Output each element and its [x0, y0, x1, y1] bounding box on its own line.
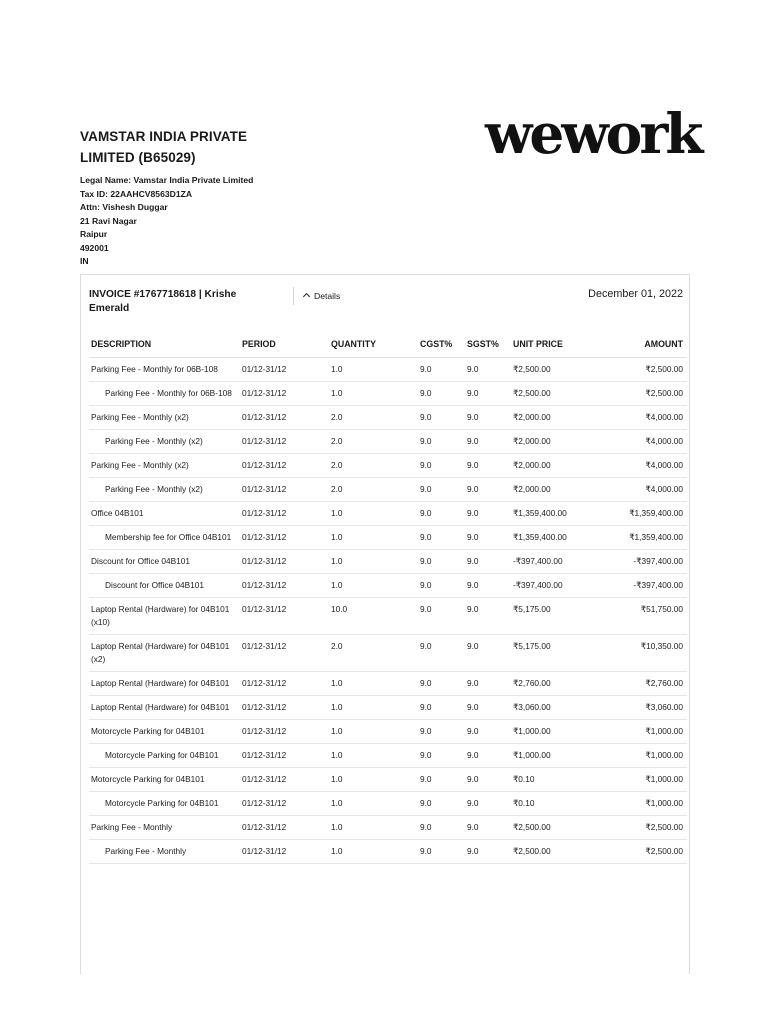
unit-price-cell: ₹1,000.00	[511, 744, 603, 768]
company-name	[80, 126, 380, 168]
description-cell: Motorcycle Parking for 04B101	[89, 720, 240, 744]
unit-price-cell: ₹3,060.00	[511, 696, 603, 720]
cgst-cell: 9.0	[418, 840, 465, 864]
company-name-line-2: LIMITED (B65029)	[80, 150, 196, 165]
amount-cell: ₹2,500.00	[603, 840, 687, 864]
cgst-cell: 9.0	[418, 768, 465, 792]
description-cell: Parking Fee - Monthly	[89, 816, 240, 840]
amount-cell: ₹4,000.00	[603, 454, 687, 478]
description-cell: Parking Fee - Monthly (x2)	[89, 430, 240, 454]
sgst-cell: 9.0	[465, 768, 511, 792]
sgst-cell: 9.0	[465, 502, 511, 526]
legal-name: Legal Name: Vamstar India Private Limited	[80, 175, 254, 185]
line-items-table	[89, 331, 687, 864]
table-row	[89, 768, 687, 792]
unit-price-cell: ₹1,359,400.00	[511, 526, 603, 550]
table-subrow	[89, 574, 687, 598]
column-header-description: DESCRIPTION	[89, 331, 240, 358]
table-subrow	[89, 430, 687, 454]
period-cell: 01/12-31/12	[240, 696, 329, 720]
table-header-row	[89, 331, 687, 358]
cgst-cell: 9.0	[418, 696, 465, 720]
table-row	[89, 550, 687, 574]
period-cell: 01/12-31/12	[240, 816, 329, 840]
amount-cell: ₹4,000.00	[603, 478, 687, 502]
unit-price-cell: ₹2,000.00	[511, 478, 603, 502]
column-header-unit-price: UNIT PRICE	[511, 331, 603, 358]
quantity-cell: 2.0	[329, 430, 418, 454]
sgst-cell: 9.0	[465, 550, 511, 574]
table-subrow	[89, 478, 687, 502]
table-row	[89, 358, 687, 382]
cgst-cell: 9.0	[418, 502, 465, 526]
quantity-cell: 1.0	[329, 382, 418, 406]
sgst-cell: 9.0	[465, 672, 511, 696]
amount-cell: ₹1,359,400.00	[603, 502, 687, 526]
description-cell: Parking Fee - Monthly (x2)	[89, 454, 240, 478]
amount-cell: ₹2,500.00	[603, 382, 687, 406]
sgst-cell: 9.0	[465, 744, 511, 768]
unit-price-cell: ₹2,760.00	[511, 672, 603, 696]
period-cell: 01/12-31/12	[240, 720, 329, 744]
quantity-cell: 1.0	[329, 502, 418, 526]
amount-cell: -₹397,400.00	[603, 550, 687, 574]
quantity-cell: 1.0	[329, 550, 418, 574]
cgst-cell: 9.0	[418, 744, 465, 768]
period-cell: 01/12-31/12	[240, 478, 329, 502]
table-row	[89, 672, 687, 696]
cgst-cell: 9.0	[418, 526, 465, 550]
description-cell: Membership fee for Office 04B101	[89, 526, 240, 550]
period-cell: 01/12-31/12	[240, 744, 329, 768]
unit-price-cell: ₹2,500.00	[511, 358, 603, 382]
period-cell: 01/12-31/12	[240, 550, 329, 574]
column-header-amount: AMOUNT	[603, 331, 687, 358]
table-row	[89, 406, 687, 430]
sgst-cell: 9.0	[465, 478, 511, 502]
description-cell: Laptop Rental (Hardware) for 04B101	[89, 672, 240, 696]
unit-price-cell: ₹2,500.00	[511, 816, 603, 840]
description-cell: Laptop Rental (Hardware) for 04B101 (x10)	[89, 598, 240, 635]
unit-price-cell: ₹5,175.00	[511, 598, 603, 635]
unit-price-cell: ₹5,175.00	[511, 635, 603, 672]
cgst-cell: 9.0	[418, 720, 465, 744]
quantity-cell: 1.0	[329, 744, 418, 768]
period-cell: 01/12-31/12	[240, 430, 329, 454]
period-cell: 01/12-31/12	[240, 598, 329, 635]
chevron-up-icon	[303, 293, 310, 300]
table-row	[89, 598, 687, 635]
table-subrow	[89, 382, 687, 406]
cgst-cell: 9.0	[418, 672, 465, 696]
sgst-cell: 9.0	[465, 840, 511, 864]
amount-cell: ₹1,000.00	[603, 744, 687, 768]
amount-cell: ₹4,000.00	[603, 406, 687, 430]
quantity-cell: 2.0	[329, 406, 418, 430]
amount-cell: ₹1,000.00	[603, 792, 687, 816]
table-row	[89, 454, 687, 478]
sgst-cell: 9.0	[465, 358, 511, 382]
sgst-cell: 9.0	[465, 696, 511, 720]
cgst-cell: 9.0	[418, 430, 465, 454]
description-cell: Parking Fee - Monthly (x2)	[89, 478, 240, 502]
unit-price-cell: ₹1,000.00	[511, 720, 603, 744]
table-row	[89, 720, 687, 744]
table-subrow	[89, 526, 687, 550]
period-cell: 01/12-31/12	[240, 454, 329, 478]
period-cell: 01/12-31/12	[240, 526, 329, 550]
quantity-cell: 2.0	[329, 635, 418, 672]
unit-price-cell: ₹2,000.00	[511, 430, 603, 454]
amount-cell: -₹397,400.00	[603, 574, 687, 598]
invoice-title: INVOICE #1767718618 | Krishe Emerald	[89, 289, 237, 314]
description-cell: Parking Fee - Monthly (x2)	[89, 406, 240, 430]
billing-address-block	[80, 126, 380, 269]
unit-price-cell: ₹0.10	[511, 792, 603, 816]
amount-cell: ₹1,000.00	[603, 768, 687, 792]
column-header-quantity: QUANTITY	[329, 331, 418, 358]
amount-cell: ₹1,000.00	[603, 720, 687, 744]
amount-cell: ₹4,000.00	[603, 430, 687, 454]
sgst-cell: 9.0	[465, 526, 511, 550]
amount-cell: ₹51,750.00	[603, 598, 687, 635]
quantity-cell: 1.0	[329, 720, 418, 744]
unit-price-cell: ₹2,500.00	[511, 382, 603, 406]
cgst-cell: 9.0	[418, 382, 465, 406]
amount-cell: ₹1,359,400.00	[603, 526, 687, 550]
quantity-cell: 1.0	[329, 574, 418, 598]
sgst-cell: 9.0	[465, 720, 511, 744]
period-cell: 01/12-31/12	[240, 406, 329, 430]
sgst-cell: 9.0	[465, 635, 511, 672]
description-cell: Motorcycle Parking for 04B101	[89, 792, 240, 816]
table-row	[89, 635, 687, 672]
period-cell: 01/12-31/12	[240, 502, 329, 526]
table-row	[89, 696, 687, 720]
address-line: 21 Ravi Nagar	[80, 215, 137, 226]
cgst-cell: 9.0	[418, 454, 465, 478]
attention-line: Attn: Vishesh Duggar	[80, 202, 168, 212]
description-cell: Motorcycle Parking for 04B101	[89, 768, 240, 792]
column-header-period: PERIOD	[240, 331, 329, 358]
cgst-cell: 9.0	[418, 574, 465, 598]
cgst-cell: 9.0	[418, 598, 465, 635]
table-subrow	[89, 840, 687, 864]
description-cell: Parking Fee - Monthly for 06B-108	[89, 382, 240, 406]
details-toggle-button[interactable]	[293, 287, 340, 305]
unit-price-cell: -₹397,400.00	[511, 550, 603, 574]
amount-cell: ₹10,350.00	[603, 635, 687, 672]
column-header-cgst: CGST%	[418, 331, 465, 358]
quantity-cell: 2.0	[329, 454, 418, 478]
sgst-cell: 9.0	[465, 792, 511, 816]
period-cell: 01/12-31/12	[240, 382, 329, 406]
sgst-cell: 9.0	[465, 406, 511, 430]
cgst-cell: 9.0	[418, 792, 465, 816]
quantity-cell: 1.0	[329, 792, 418, 816]
table-row	[89, 816, 687, 840]
details-label: Details	[314, 291, 341, 301]
quantity-cell: 10.0	[329, 598, 418, 635]
amount-cell: ₹3,060.00	[603, 696, 687, 720]
period-cell: 01/12-31/12	[240, 574, 329, 598]
unit-price-cell: ₹0.10	[511, 768, 603, 792]
cgst-cell: 9.0	[418, 816, 465, 840]
company-name-line-1: VAMSTAR INDIA PRIVATE	[80, 129, 248, 144]
column-header-sgst: SGST%	[465, 331, 511, 358]
amount-cell: ₹2,500.00	[603, 358, 687, 382]
amount-cell: ₹2,500.00	[603, 816, 687, 840]
quantity-cell: 1.0	[329, 840, 418, 864]
quantity-cell: 1.0	[329, 696, 418, 720]
tax-id: Tax ID: 22AAHCV8563D1ZA	[80, 188, 193, 199]
quantity-cell: 1.0	[329, 816, 418, 840]
amount-cell: ₹2,760.00	[603, 672, 687, 696]
sgst-cell: 9.0	[465, 574, 511, 598]
period-cell: 01/12-31/12	[240, 635, 329, 672]
unit-price-cell: ₹2,000.00	[511, 454, 603, 478]
period-cell: 01/12-31/12	[240, 840, 329, 864]
cgst-cell: 9.0	[418, 635, 465, 672]
address-city: Raipur	[80, 229, 108, 239]
period-cell: 01/12-31/12	[240, 768, 329, 792]
period-cell: 01/12-31/12	[240, 792, 329, 816]
company-details	[80, 174, 380, 269]
sgst-cell: 9.0	[465, 454, 511, 478]
table-subrow	[89, 744, 687, 768]
description-cell: Laptop Rental (Hardware) for 04B101	[89, 696, 240, 720]
wework-logo: wework	[485, 101, 701, 166]
quantity-cell: 1.0	[329, 768, 418, 792]
quantity-cell: 1.0	[329, 672, 418, 696]
description-cell: Parking Fee - Monthly	[89, 840, 240, 864]
quantity-cell: 2.0	[329, 478, 418, 502]
invoice-date: December 01, 2022	[588, 288, 683, 300]
table-subrow	[89, 792, 687, 816]
cgst-cell: 9.0	[418, 406, 465, 430]
description-cell: Laptop Rental (Hardware) for 04B101 (x2)	[89, 635, 240, 672]
unit-price-cell: ₹2,000.00	[511, 406, 603, 430]
quantity-cell: 1.0	[329, 358, 418, 382]
invoice-panel	[80, 274, 690, 974]
unit-price-cell: -₹397,400.00	[511, 574, 603, 598]
table-row	[89, 502, 687, 526]
unit-price-cell: ₹2,500.00	[511, 840, 603, 864]
quantity-cell: 1.0	[329, 526, 418, 550]
address-postal-code: 492001	[80, 242, 109, 253]
description-cell: Motorcycle Parking for 04B101	[89, 744, 240, 768]
sgst-cell: 9.0	[465, 816, 511, 840]
description-cell: Office 04B101	[89, 502, 240, 526]
cgst-cell: 9.0	[418, 478, 465, 502]
cgst-cell: 9.0	[418, 358, 465, 382]
sgst-cell: 9.0	[465, 430, 511, 454]
cgst-cell: 9.0	[418, 550, 465, 574]
description-cell: Parking Fee - Monthly for 06B-108	[89, 358, 240, 382]
address-country: IN	[80, 256, 89, 266]
period-cell: 01/12-31/12	[240, 672, 329, 696]
sgst-cell: 9.0	[465, 382, 511, 406]
sgst-cell: 9.0	[465, 598, 511, 635]
period-cell: 01/12-31/12	[240, 358, 329, 382]
unit-price-cell: ₹1,359,400.00	[511, 502, 603, 526]
description-cell: Discount for Office 04B101	[89, 550, 240, 574]
line-items-body	[89, 358, 687, 864]
description-cell: Discount for Office 04B101	[89, 574, 240, 598]
